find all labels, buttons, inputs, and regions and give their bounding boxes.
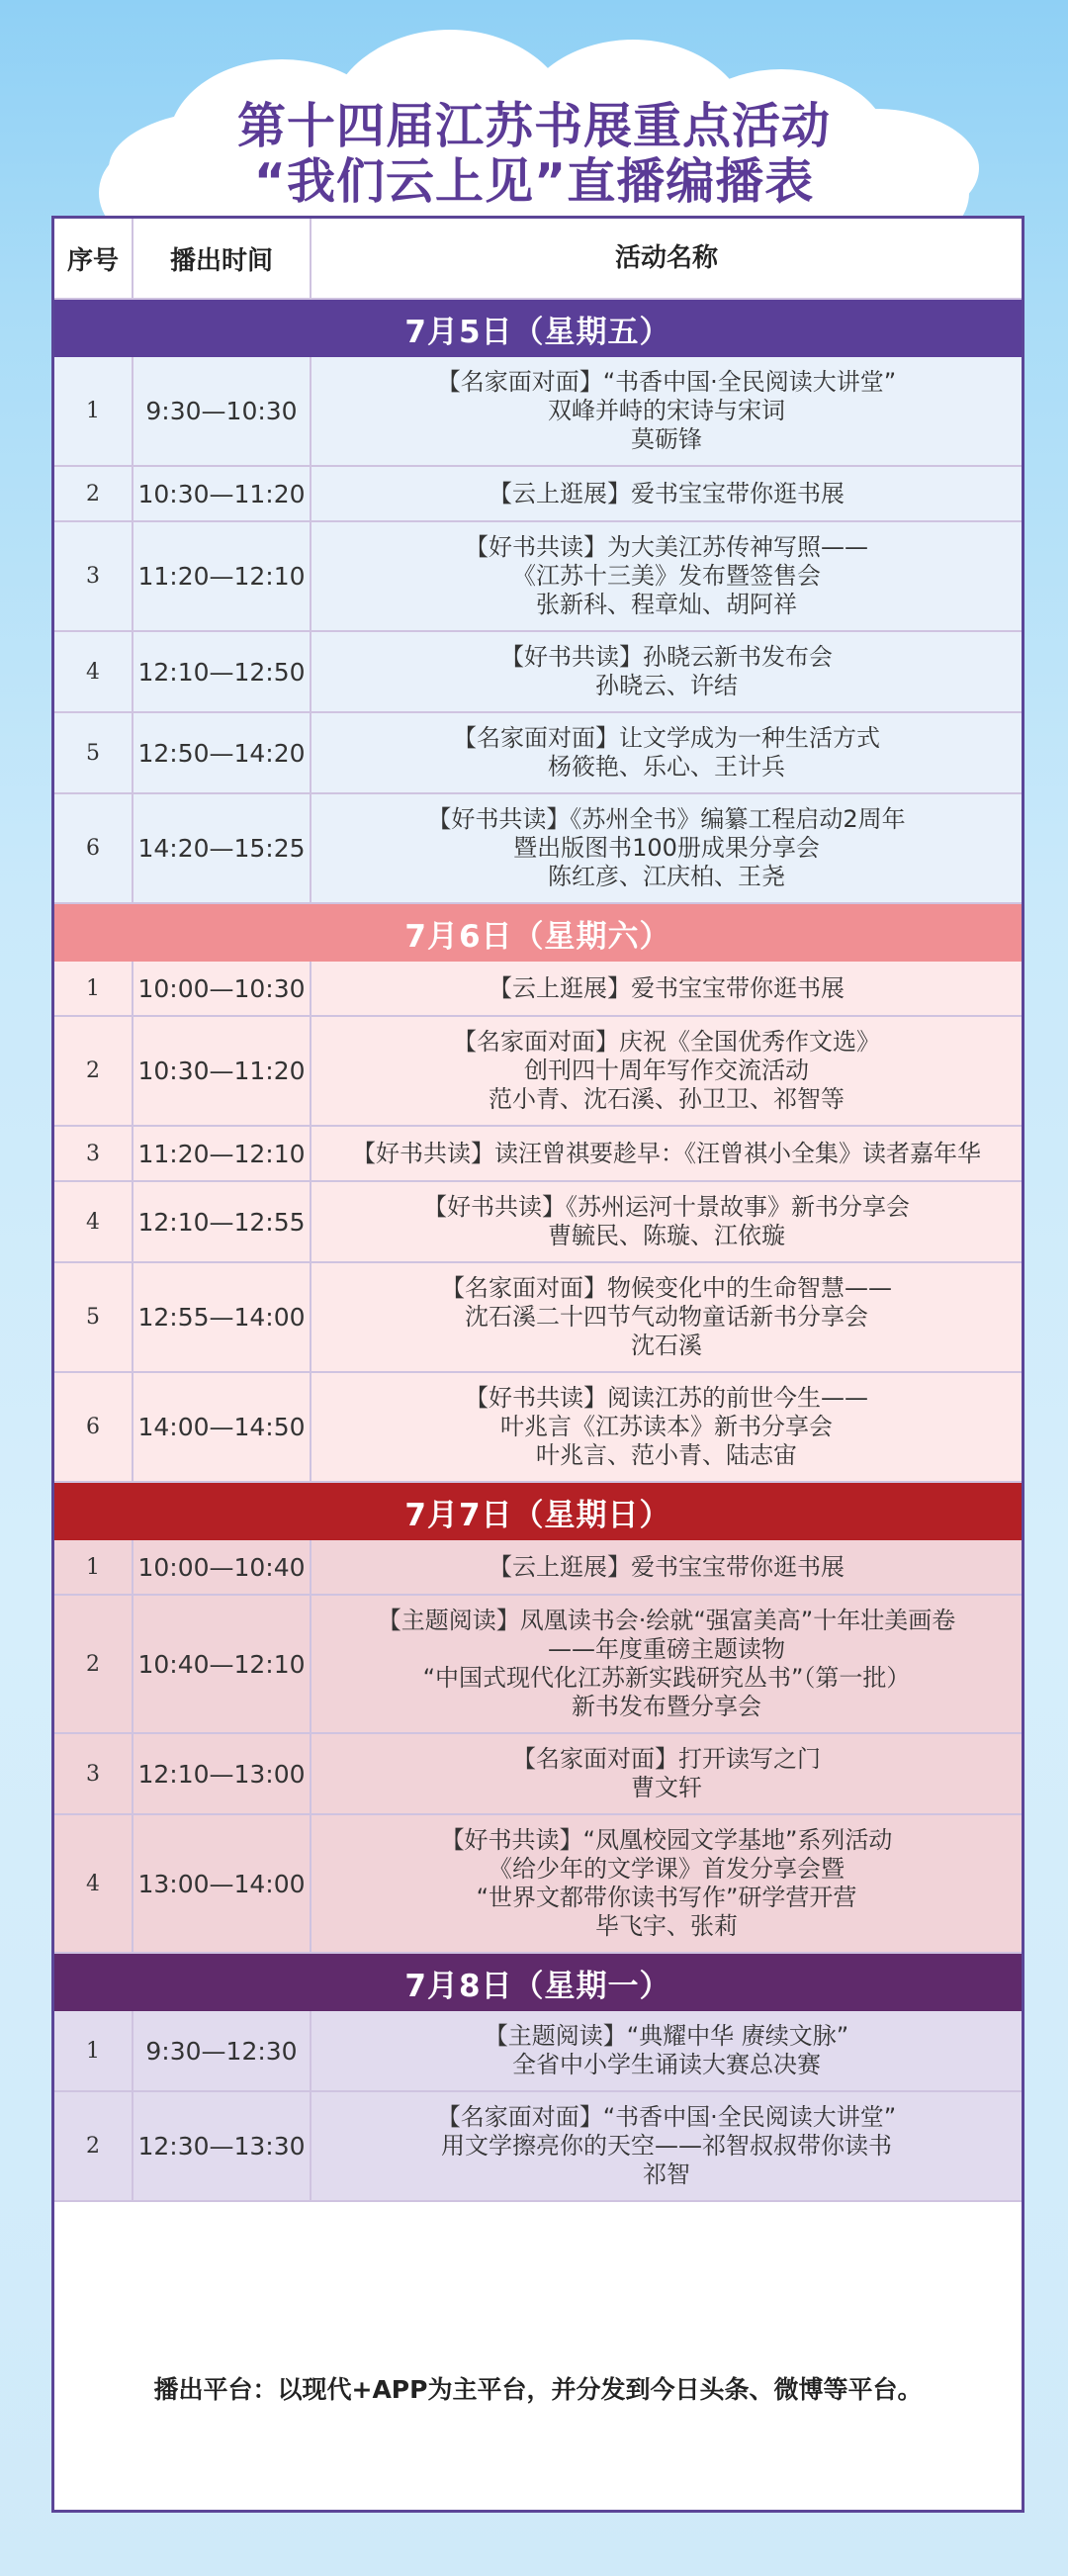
table-row xyxy=(54,1373,1022,1483)
activity-line: 沈石溪二十四节气动物童话新书分享会 xyxy=(465,1303,868,1331)
activity-line: 【好书共读】《苏州全书》编纂工程启动2周年 xyxy=(427,805,906,833)
broadcast-time: 14:00—14:50 xyxy=(134,1373,312,1481)
activity-line: 《给少年的文学课》首发分享会暨 xyxy=(489,1855,845,1883)
activity-line: 【主题阅读】“典耀中华 赓续文脉” xyxy=(484,2022,849,2050)
activity-line: 沈石溪 xyxy=(631,1332,702,1359)
broadcast-time: 12:50—14:20 xyxy=(134,713,312,792)
activity-line: 【好书共读】为大美江苏传神写照—— xyxy=(465,533,868,561)
row-number: 1 xyxy=(54,357,134,465)
header-time: 播出时间 xyxy=(134,219,312,298)
row-number: 5 xyxy=(54,713,134,792)
day-header: 7月5日（星期五） xyxy=(54,300,1022,357)
activity-line: 杨筱艳、乐心、王计兵 xyxy=(548,753,785,781)
table-row xyxy=(54,1017,1022,1127)
activity-name xyxy=(312,1017,1022,1125)
activity-name xyxy=(312,2092,1022,2200)
table-row xyxy=(54,522,1022,632)
activity-name xyxy=(312,1182,1022,1261)
activity-line: 【云上逛展】爱书宝宝带你逛书展 xyxy=(489,479,845,507)
activity-line: 叶兆言、范小青、陆志宙 xyxy=(536,1441,797,1469)
activity-name xyxy=(312,1596,1022,1732)
table-row xyxy=(54,1596,1022,1734)
row-number: 2 xyxy=(54,1017,134,1125)
row-number: 3 xyxy=(54,522,134,630)
activity-name xyxy=(312,713,1022,792)
activity-line: 祁智 xyxy=(643,2161,690,2188)
activity-line: 新书发布暨分享会 xyxy=(572,1693,761,1720)
broadcast-time: 10:30—11:20 xyxy=(134,467,312,520)
row-number: 6 xyxy=(54,794,134,902)
broadcast-time: 13:00—14:00 xyxy=(134,1815,312,1952)
activity-line: “中国式现代化江苏新实践研究丛书”（第一批） xyxy=(422,1664,911,1692)
table-row xyxy=(54,467,1022,522)
table-row xyxy=(54,962,1022,1017)
row-number: 1 xyxy=(54,2011,134,2090)
table-row xyxy=(54,713,1022,794)
row-number: 4 xyxy=(54,632,134,711)
activity-line: 莫砺锋 xyxy=(631,425,702,453)
broadcast-time: 12:30—13:30 xyxy=(134,2092,312,2200)
table-row xyxy=(54,2011,1022,2092)
table-row xyxy=(54,632,1022,713)
activity-line: 曹文轩 xyxy=(631,1774,702,1801)
activity-name xyxy=(312,1734,1022,1813)
activity-name xyxy=(312,357,1022,465)
page-title xyxy=(0,99,1068,210)
row-number: 2 xyxy=(54,467,134,520)
table-row xyxy=(54,794,1022,904)
activity-line: 【名家面对面】打开读写之门 xyxy=(512,1745,821,1773)
activity-line: 【好书共读】阅读江苏的前世今生—— xyxy=(465,1384,868,1412)
day-header: 7月8日（星期一） xyxy=(54,1954,1022,2011)
activity-line: 孙晓云、许结 xyxy=(595,672,738,699)
broadcast-time: 9:30—12:30 xyxy=(134,2011,312,2090)
row-number: 2 xyxy=(54,1596,134,1732)
activity-line: 【好书共读】读汪曾祺要趁早：《汪曾祺小全集》读者嘉年华 xyxy=(352,1139,981,1167)
activity-name xyxy=(312,962,1022,1015)
broadcast-time: 12:10—13:00 xyxy=(134,1734,312,1813)
activity-line: 【名家面对面】让文学成为一种生活方式 xyxy=(453,724,880,752)
activity-name xyxy=(312,1373,1022,1481)
activity-line: 【名家面对面】“书香中国·全民阅读大讲堂” xyxy=(436,368,897,396)
activity-name xyxy=(312,632,1022,711)
table-row xyxy=(54,1540,1022,1596)
activity-line: ——年度重磅主题读物 xyxy=(548,1635,785,1663)
broadcast-time: 10:30—11:20 xyxy=(134,1017,312,1125)
activity-line: 【名家面对面】庆祝《全国优秀作文选》 xyxy=(453,1028,880,1056)
activity-line: 毕飞宇、张莉 xyxy=(595,1912,738,1940)
activity-line: 暨出版图书100册成果分享会 xyxy=(513,834,820,862)
row-number: 3 xyxy=(54,1734,134,1813)
table-row xyxy=(54,357,1022,467)
day-header: 7月7日（星期日） xyxy=(54,1483,1022,1540)
activity-line: 【云上逛展】爱书宝宝带你逛书展 xyxy=(489,973,845,1002)
header-no: 序号 xyxy=(54,219,134,298)
table-row xyxy=(54,1815,1022,1954)
broadcast-time: 12:10—12:55 xyxy=(134,1182,312,1261)
activity-line: 【好书共读】孙晓云新书发布会 xyxy=(500,643,833,671)
activity-name xyxy=(312,1815,1022,1952)
activity-line: 【名家面对面】物候变化中的生命智慧—— xyxy=(441,1274,892,1302)
activity-name xyxy=(312,794,1022,902)
activity-line: 叶兆言《江苏读本》新书分享会 xyxy=(500,1413,833,1440)
broadcast-platform-note: 播出平台：以现代+APP为主平台，并分发到今日头条、微博等平台。 xyxy=(153,2375,923,2404)
activity-name xyxy=(312,467,1022,520)
activity-line: 张新科、程章灿、胡阿祥 xyxy=(536,591,797,618)
activity-name xyxy=(312,1540,1022,1594)
row-number: 5 xyxy=(54,1263,134,1371)
activity-line: 《江苏十三美》发布暨签售会 xyxy=(512,562,821,590)
activity-line: “世界文都带你读书写作”研学营开营 xyxy=(476,1884,857,1911)
row-number: 1 xyxy=(54,962,134,1015)
activity-name xyxy=(312,2011,1022,2090)
table-row xyxy=(54,1182,1022,1263)
activity-name xyxy=(312,1263,1022,1371)
schedule-table xyxy=(51,216,1024,2513)
broadcast-time: 11:20—12:10 xyxy=(134,522,312,630)
broadcast-time: 14:20—15:25 xyxy=(134,794,312,902)
broadcast-time: 11:20—12:10 xyxy=(134,1127,312,1180)
activity-line: 曹毓民、陈璇、江依璇 xyxy=(548,1222,785,1249)
table-row xyxy=(54,1263,1022,1373)
row-number: 3 xyxy=(54,1127,134,1180)
activity-line: 全省中小学生诵读大赛总决赛 xyxy=(512,2051,821,2078)
activity-line: 双峰并峙的宋诗与宋词 xyxy=(548,397,785,424)
day-header: 7月6日（星期六） xyxy=(54,904,1022,962)
title-line-1: 第十四届江苏书展重点活动 xyxy=(236,98,831,154)
activity-line: 【名家面对面】“书香中国·全民阅读大讲堂” xyxy=(436,2103,897,2131)
broadcast-time: 10:00—10:30 xyxy=(134,962,312,1015)
table-header-row xyxy=(54,219,1022,300)
activity-name xyxy=(312,522,1022,630)
table-row xyxy=(54,1734,1022,1815)
row-number: 4 xyxy=(54,1815,134,1952)
broadcast-time: 10:00—10:40 xyxy=(134,1540,312,1594)
activity-line: 创刊四十周年写作交流活动 xyxy=(524,1057,809,1084)
broadcast-time: 10:40—12:10 xyxy=(134,1596,312,1732)
broadcast-time: 9:30—10:30 xyxy=(134,357,312,465)
activity-line: 【好书共读】“凤凰校园文学基地”系列活动 xyxy=(440,1826,893,1854)
activity-line: 范小青、沈石溪、孙卫卫、祁智等 xyxy=(489,1085,845,1113)
row-number: 4 xyxy=(54,1182,134,1261)
table-row xyxy=(54,2092,1022,2202)
activity-line: 陈红彦、江庆柏、王尧 xyxy=(548,863,785,890)
row-number: 6 xyxy=(54,1373,134,1481)
activity-line: 用文学擦亮你的天空——祁智叔叔带你读书 xyxy=(441,2132,892,2160)
activity-line: 【主题阅读】凤凰读书会·绘就“强富美高”十年壮美画卷 xyxy=(377,1607,956,1634)
broadcast-time: 12:55—14:00 xyxy=(134,1263,312,1371)
row-number: 1 xyxy=(54,1540,134,1594)
row-number: 2 xyxy=(54,2092,134,2200)
title-line-2: “我们云上见”直播编播表 xyxy=(253,153,815,210)
header-name: 活动名称 xyxy=(614,242,718,273)
activity-line: 【云上逛展】爱书宝宝带你逛书展 xyxy=(489,1552,845,1581)
activity-name xyxy=(312,1127,1022,1180)
activity-line: 【好书共读】《苏州运河十景故事》新书分享会 xyxy=(423,1193,910,1221)
table-row xyxy=(54,1127,1022,1182)
broadcast-time: 12:10—12:50 xyxy=(134,632,312,711)
